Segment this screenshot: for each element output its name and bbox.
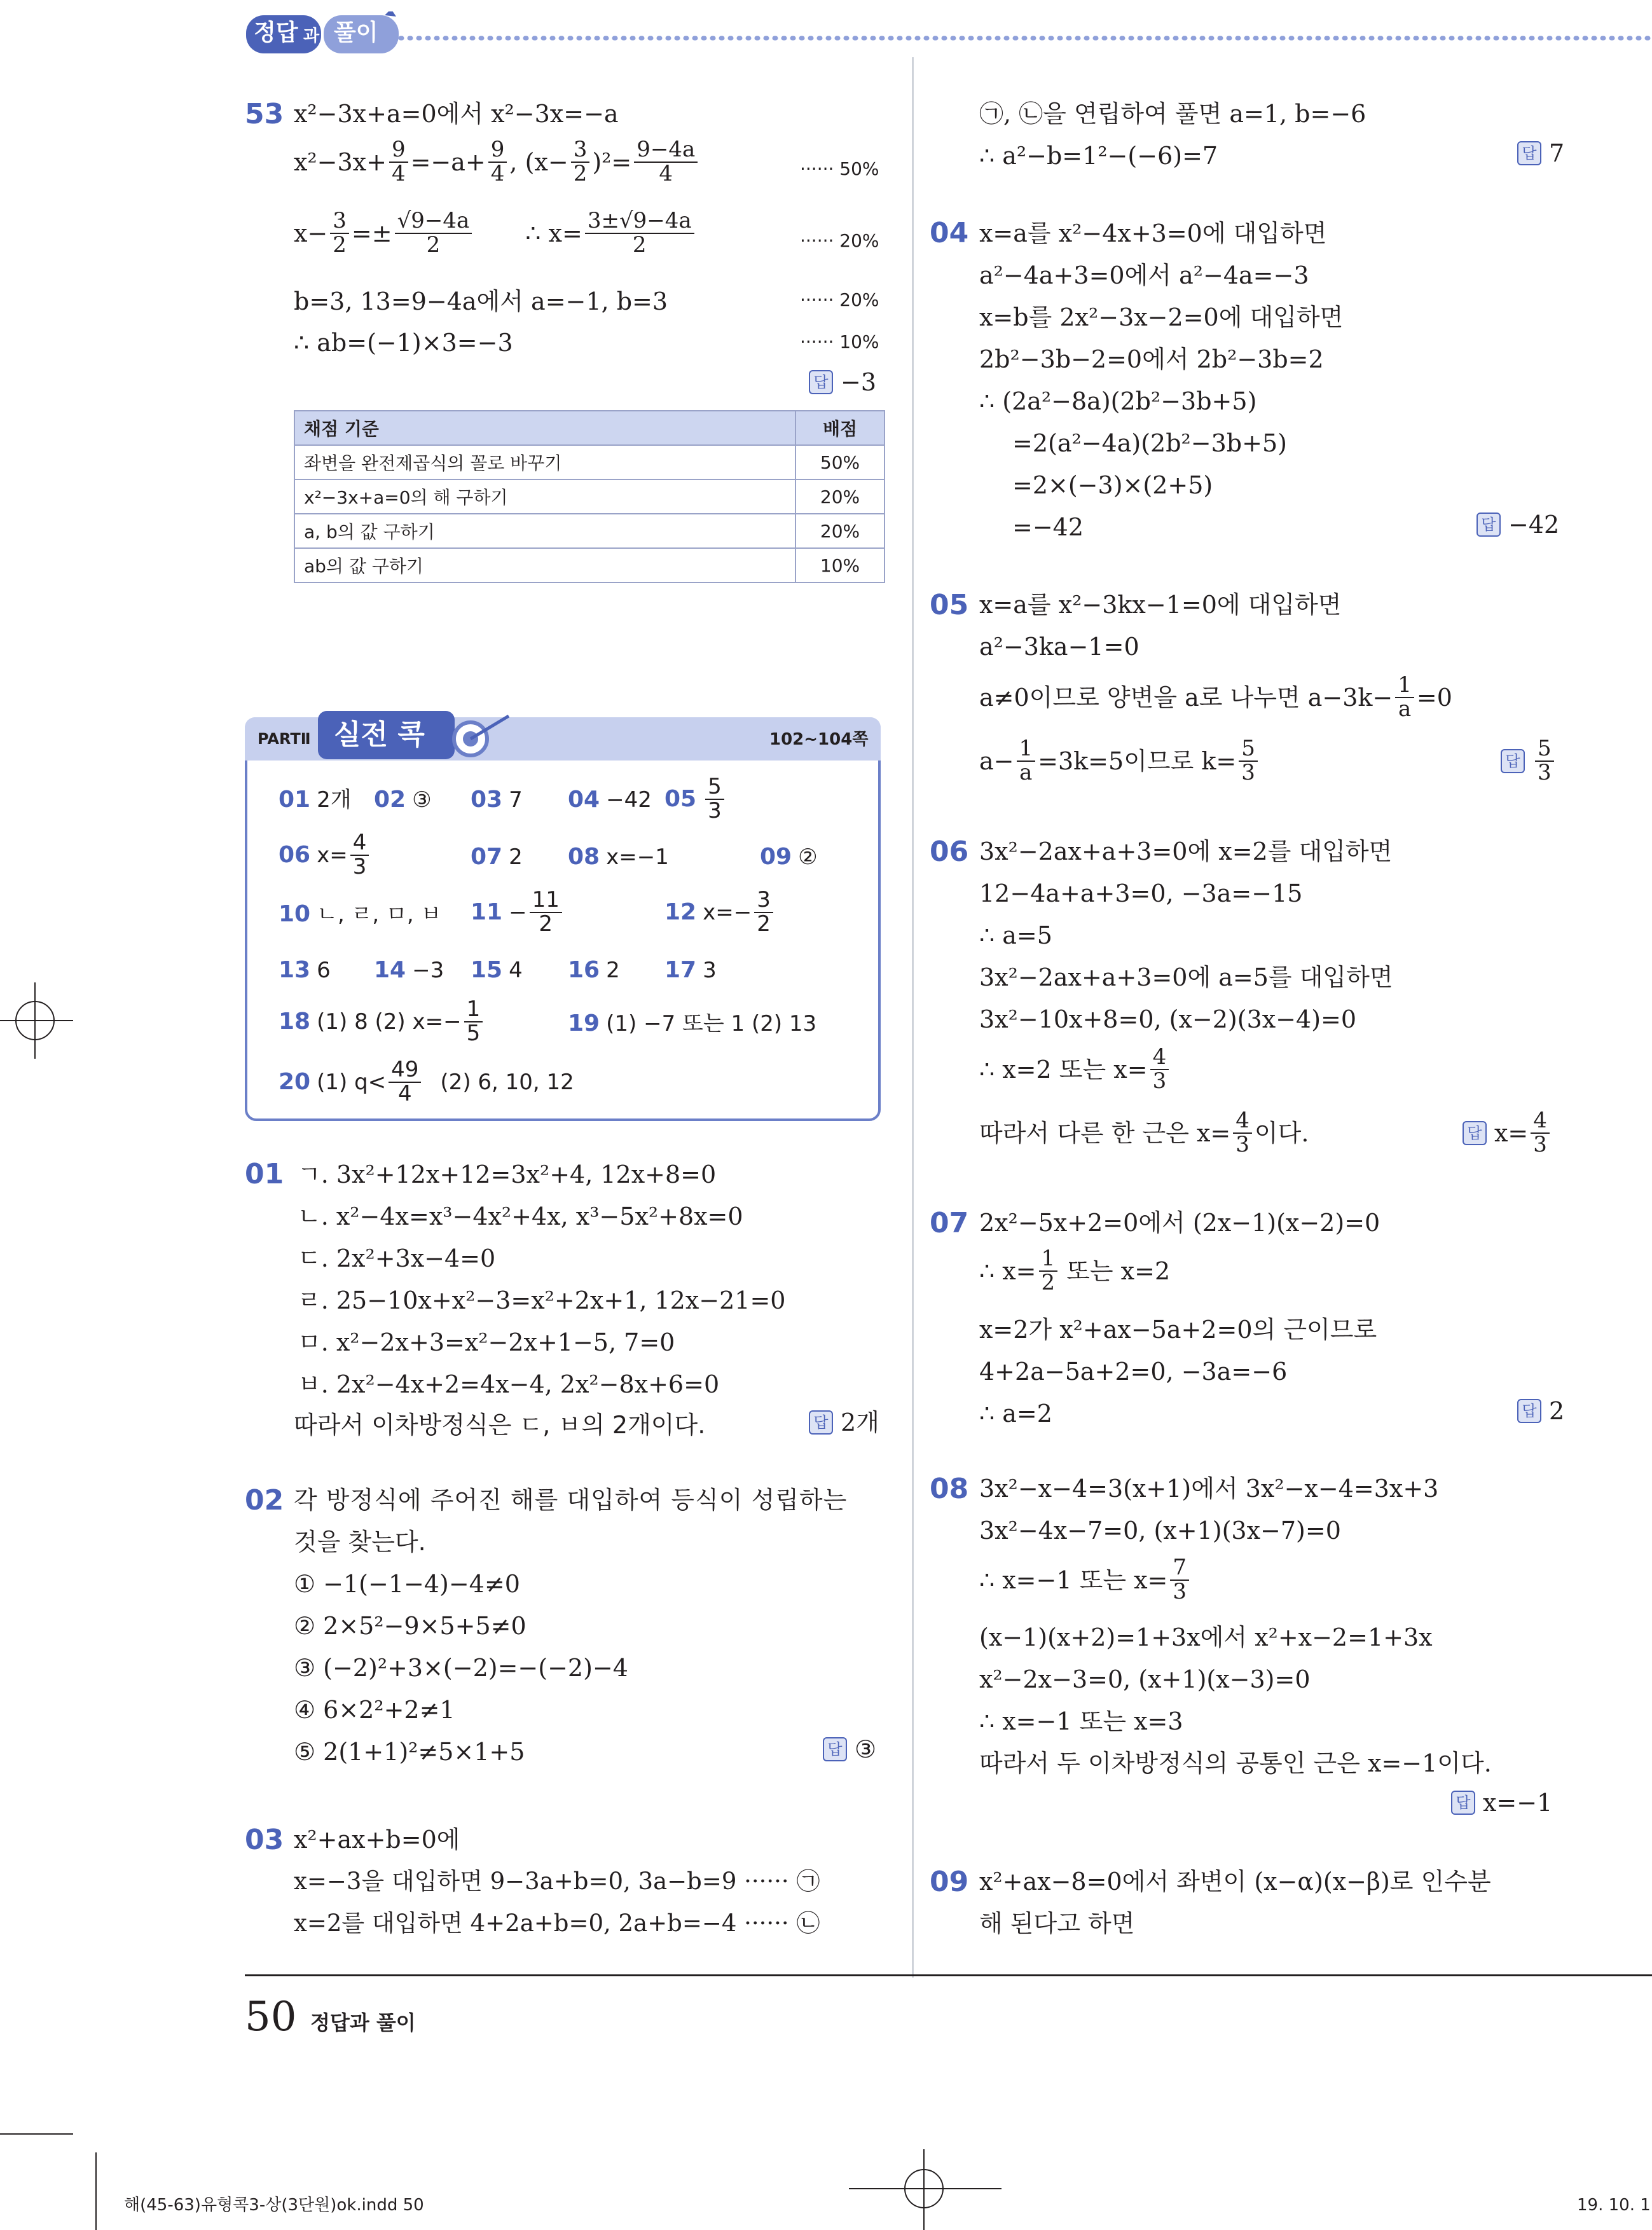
p06-line-5: 3x²−10x+8=0, (x−2)(3x−4)=0: [979, 1005, 1357, 1033]
p06-line-7: 따라서 다른 한 근은 x= $\frac{4}{3}$ 이다.: [979, 1108, 1309, 1157]
logo-mid-text: 과: [303, 27, 320, 46]
box-answer-15: 15 4: [471, 957, 523, 983]
p01-line-5: ㅁ. x²−2x+3=x²−2x+1−5, 7=0: [298, 1328, 675, 1356]
p04-line-6: =2(a²−4a)(2b²−3b+5): [1012, 429, 1287, 457]
footer-rule: [245, 1974, 1652, 1976]
p01-line-3: ㄷ. 2x²+3x−4=0: [298, 1244, 496, 1272]
table-row: x²−3x+a=0의 해 구하기 20%: [294, 479, 885, 514]
box-answer-17: 17 3: [664, 957, 717, 983]
p08-answer: 답 x=−1: [1451, 1791, 1552, 1815]
box-answer-19: 19 (1) −7 또는 1 (2) 13: [568, 1010, 817, 1036]
p02-line-6: ④ 6×2²+2≠1: [294, 1696, 455, 1724]
p04-line-1: x=a를 x²−4x+3=0에 대입하면: [979, 219, 1327, 247]
box-answer-09: 09 ②: [760, 844, 818, 870]
table-row: a, b의 값 구하기 20%: [294, 514, 885, 548]
box-title: 실전 콕: [334, 719, 425, 751]
box-answer-06: 06 x= $\frac{4}{3}$: [279, 832, 371, 878]
box-answer-11: 11 − $\frac{11}{2}$: [471, 889, 565, 935]
page-number: 50: [245, 1993, 297, 2041]
problem-number-02: 02: [245, 1484, 284, 1517]
p07-line-3: x=2가 x²+ax−5a+2=0의 근이므로: [979, 1316, 1377, 1344]
crop-mark: [0, 2133, 73, 2135]
box-answer-02: 02 ③: [374, 787, 432, 813]
problem-number-07: 07: [930, 1207, 969, 1239]
p04-line-4: 2b²−3b−2=0에서 2b²−3b=2: [979, 345, 1324, 373]
p01-answer: 답 2개: [809, 1410, 879, 1435]
p04-line-7: =2×(−3)×(2+5): [1012, 471, 1213, 499]
problem-number-05: 05: [930, 589, 969, 621]
p09-line-1: x²+ax−8=0에서 좌변이 (x−α)(x−β)로 인수분: [979, 1868, 1491, 1896]
box-answer-18: 18 (1) 8 (2) x=− $\frac{1}{5}$: [279, 998, 485, 1045]
p03-line-2: x=−3을 대입하면 9−3a+b=0, 3a−b=9 ······ ㉠: [294, 1868, 820, 1895]
p53-score-1: ······ 50%: [800, 158, 879, 179]
file-info: 해(45-63)유형콕3-상(3단원)ok.indd 50: [124, 2196, 424, 2215]
box-answer-08: 08 x=−1: [568, 844, 669, 870]
p05-line-2: a²−3ka−1=0: [979, 633, 1139, 661]
grading-table: [294, 410, 885, 583]
box-answer-07: 07 2: [471, 844, 523, 870]
p08-line-3: ∴ x=−1 또는 x= $\frac{7}{3}$: [979, 1557, 1192, 1603]
p01-line-2: ㄴ. x²−4x=x³−4x²+4x, x³−5x²+8x=0: [298, 1202, 743, 1230]
column-divider: [912, 57, 914, 1978]
crop-mark: [95, 2152, 97, 2230]
p06-line-3: ∴ a=5: [979, 921, 1052, 949]
p06-line-6: ∴ x=2 또는 x= $\frac{4}{3}$: [979, 1046, 1171, 1092]
box-answer-03: 03 7: [471, 787, 523, 813]
p08-line-2: 3x²−4x−7=0, (x+1)(3x−7)=0: [979, 1517, 1341, 1545]
p08-line-6: ∴ x=−1 또는 x=3: [979, 1707, 1183, 1735]
r03-line-1: ㉠, ㉡을 연립하여 풀면 a=1, b=−6: [979, 100, 1366, 128]
p06-line-4: 3x²−2ax+a+3=0에 a=5를 대입하면: [979, 963, 1393, 991]
r03-answer: 답 7: [1517, 141, 1564, 165]
box-answer-05: 05 $\frac{5}{3}$: [664, 776, 727, 822]
p07-line-1: 2x²−5x+2=0에서 (2x−1)(x−2)=0: [979, 1209, 1380, 1237]
p03-line-1: x²+ax+b=0에: [294, 1826, 460, 1854]
p04-line-3: x=b를 2x²−3x−2=0에 대입하면: [979, 303, 1344, 331]
box-answer-12: 12 x=− $\frac{3}{2}$: [664, 889, 776, 935]
p08-line-1: 3x²−x−4=3(x+1)에서 3x²−x−4=3x+3: [979, 1475, 1439, 1503]
p01-line-1: ㄱ. 3x²+12x+12=3x²+4, 12x+8=0: [298, 1160, 717, 1188]
header-logo: [245, 11, 401, 56]
p05-line-4: a− $\frac{1}{a}$ =3k=5이므로 k= $\frac{5}{3}$: [979, 738, 1260, 784]
p53-score-2: ······ 20%: [800, 230, 879, 251]
p53-score-3: ······ 20%: [800, 289, 879, 310]
p06-line-2: 12−4a+a+3=0, −3a=−15: [979, 879, 1303, 907]
logo-left-text: 정답: [254, 20, 298, 46]
part-label: PARTⅡ: [258, 730, 311, 748]
p07-line-4: 4+2a−5a+2=0, −3a=−6: [979, 1358, 1288, 1386]
p05-line-1: x=a를 x²−3kx−1=0에 대입하면: [979, 591, 1342, 619]
box-answer-14: 14 −3: [374, 957, 444, 983]
problem-number-03: 03: [245, 1824, 284, 1856]
p05-answer: 답 $\frac{5}{3}$: [1501, 738, 1557, 784]
p05-line-3: a≠0이므로 양변을 a로 나누면 a−3k− $\frac{1}{a}$ =0: [979, 672, 1452, 722]
date-info: 19. 10. 1: [1577, 2196, 1651, 2215]
p53-line-3: x− $\frac{3}{2}$ =± $\frac{√9-4a}{2}$ ∴ x= $\frac{3\pm√9-4a}{2}$: [294, 210, 697, 256]
target-icon: [445, 711, 515, 762]
p53-answer: 답 −3: [809, 370, 876, 394]
grading-head-criteria: 채점 기준: [294, 411, 795, 445]
p01-line-4: ㄹ. 25−10x+x²−3=x²+2x+1, 12x−21=0: [298, 1286, 786, 1314]
problem-number-09: 09: [930, 1866, 969, 1898]
p53-line-2: x²−3x+ $\frac{9}{4}$ =−a+ $\frac{9}{4}$ , (x− $\frac{3}{2}$ )²= $\frac{9-4a}{4}$: [294, 139, 700, 185]
p01-line-6: ㅂ. 2x²−4x+2=4x−4, 2x²−8x+6=0: [298, 1370, 720, 1398]
box-answer-10: 10 ㄴ, ㄹ, ㅁ, ㅂ: [279, 901, 442, 927]
p07-line-2: ∴ x= $\frac{1}{2}$ 또는 x=2: [979, 1246, 1171, 1295]
r03-line-2: ∴ a²−b=1²−(−6)=7: [979, 142, 1218, 170]
box-answer-01: 01 2개: [279, 787, 352, 813]
p02-answer: 답 ③: [823, 1737, 876, 1761]
p08-line-5: x²−2x−3=0, (x+1)(x−3)=0: [979, 1665, 1311, 1693]
box-answer-13: 13 6: [279, 957, 331, 983]
registration-mark-icon: [849, 2149, 1002, 2230]
table-row: ab의 값 구하기 10%: [294, 548, 885, 582]
p07-answer: 답 2: [1517, 1399, 1564, 1423]
p02-line-1: 각 방정식에 주어진 해를 대입하여 등식이 성립하는: [294, 1486, 848, 1514]
p04-line-2: a²−4a+3=0에서 a²−4a=−3: [979, 261, 1309, 289]
p02-line-7: ⑤ 2(1+1)²≠5×1+5: [294, 1738, 525, 1766]
p07-line-5: ∴ a=2: [979, 1400, 1052, 1428]
p08-line-4: (x−1)(x+2)=1+3x에서 x²+x−2=1+3x: [979, 1623, 1433, 1651]
p53-line-1: x²−3x+a=0에서 x²−3x=−a: [294, 100, 619, 128]
p02-line-3: ① −1(−1−4)−4≠0: [294, 1570, 520, 1598]
box-answer-16: 16 2: [568, 957, 620, 983]
p06-answer: 답 x= $\frac{4}{3}$: [1463, 1110, 1552, 1156]
p04-answer: 답 −42: [1476, 513, 1559, 537]
answer-badge: 답: [809, 370, 833, 394]
p01-line-7: 따라서 이차방정식은 ㄷ, ㅂ의 2개이다.: [294, 1411, 706, 1439]
p04-line-8: =−42: [1012, 513, 1084, 541]
box-answer-20: 20 (1) q< $\frac{49}{4}$ (2) 6, 10, 12: [279, 1057, 574, 1106]
box-answer-04: 04 −42: [568, 787, 652, 813]
p02-line-2: 것을 찾는다.: [294, 1528, 426, 1556]
p02-line-4: ② 2×5²−9×5+5≠0: [294, 1612, 527, 1640]
problem-number-08: 08: [930, 1473, 969, 1505]
p53-score-4: ······ 10%: [800, 331, 879, 352]
p02-line-5: ③ (−2)²+3×(−2)=−(−2)−4: [294, 1654, 628, 1682]
grading-head-score: 배점: [795, 411, 885, 445]
problem-number-06: 06: [930, 836, 969, 868]
p06-line-1: 3x²−2ax+a+3=0에 x=2를 대입하면: [979, 837, 1393, 865]
logo-right-text: 풀이: [334, 20, 378, 46]
box-pages: 102~104쪽: [769, 730, 869, 749]
p03-line-3: x=2를 대입하면 4+2a+b=0, 2a+b=−4 ······ ㉡: [294, 1910, 820, 1937]
p09-line-2: 해 된다고 하면: [979, 1910, 1135, 1937]
problem-number-04: 04: [930, 217, 969, 249]
p53-line-4: b=3, 13=9−4a에서 a=−1, b=3: [294, 287, 668, 315]
p08-line-7: 따라서 두 이차방정식의 공통인 근은 x=−1이다.: [979, 1749, 1492, 1777]
registration-mark-icon: [0, 982, 76, 1059]
footer-label: 정답과 풀이: [310, 2011, 416, 2035]
table-row: 좌변을 완전제곱식의 꼴로 바꾸기 50%: [294, 445, 885, 479]
problem-number-01: 01: [245, 1158, 284, 1190]
p04-line-5: ∴ (2a²−8a)(2b²−3b+5): [979, 387, 1257, 415]
p53-line-5: ∴ ab=(−1)×3=−3: [294, 329, 513, 357]
problem-number-53: 53: [245, 98, 284, 130]
